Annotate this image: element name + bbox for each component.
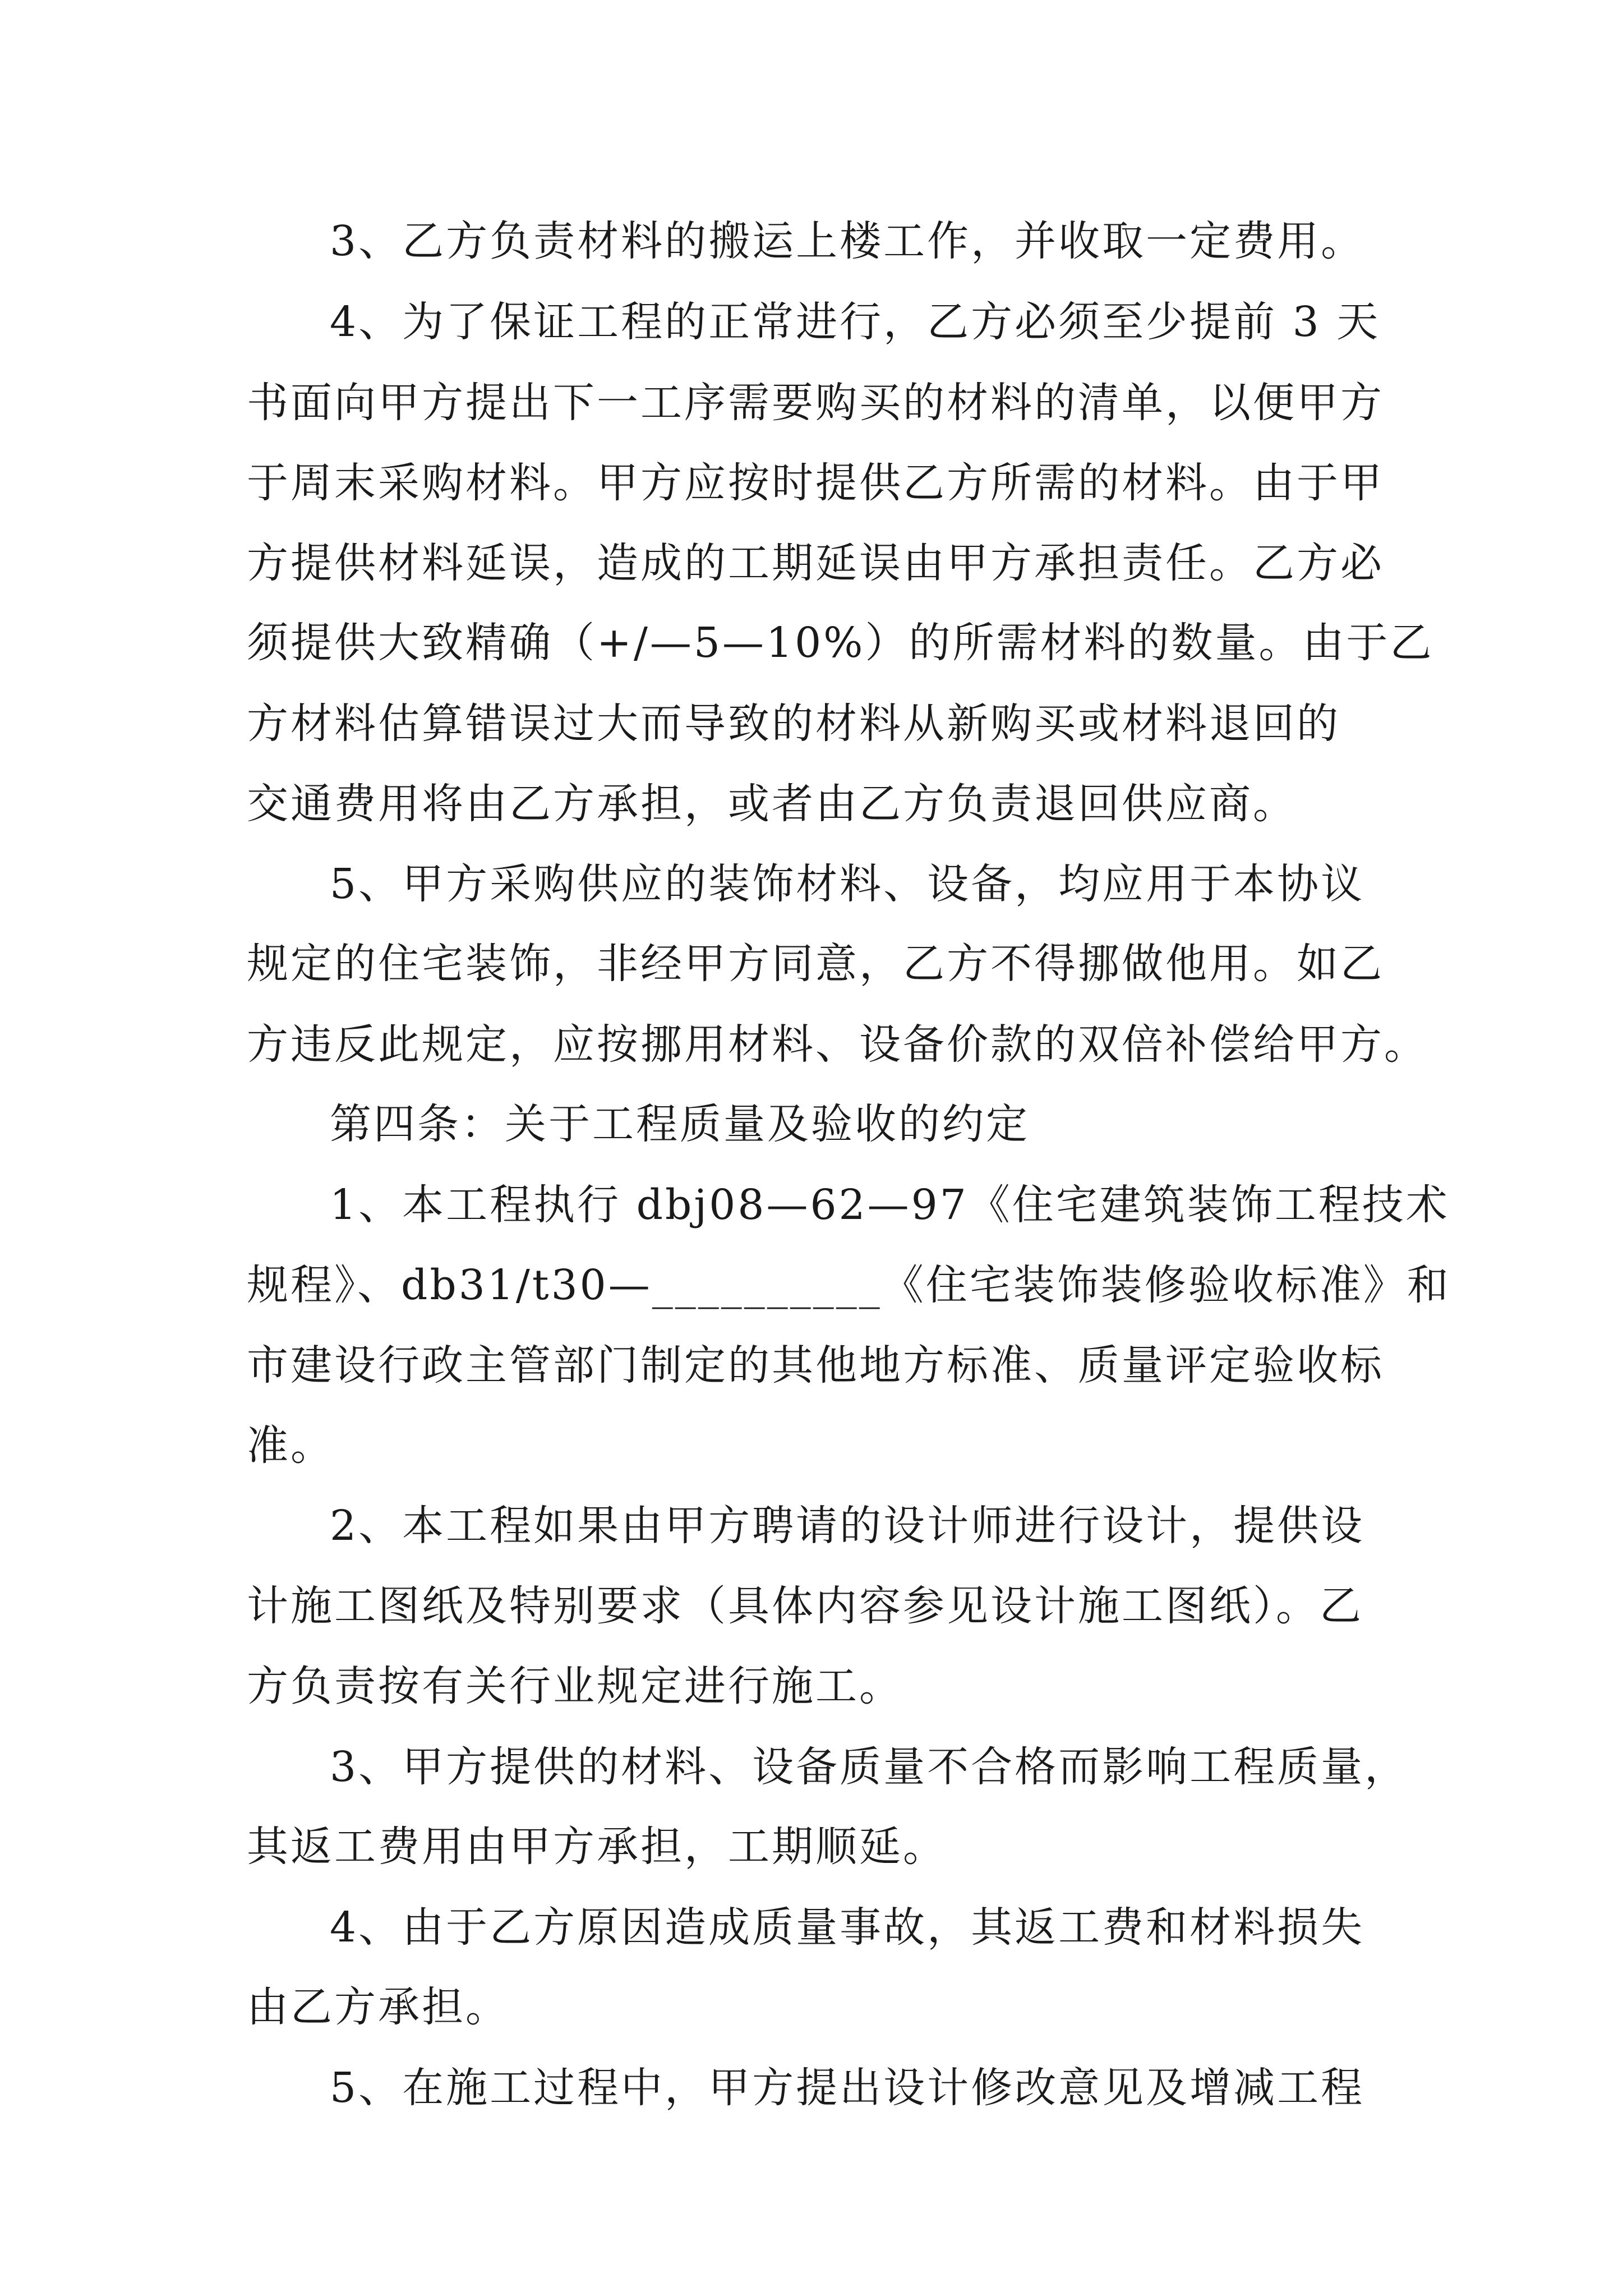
text-line: 5、在施工过程中，甲方提出设计修改意见及增减工程: [330, 2064, 1365, 2112]
text-line: 其返工费用由甲方承担，工期顺延。: [247, 1823, 947, 1871]
text-line: 计施工图纸及特别要求（具体内容参见设计施工图纸）。乙: [247, 1582, 1363, 1630]
text-line: 方负责按有关行业规定进行施工。: [247, 1662, 903, 1710]
text-line: 方材料估算错误过大而导致的材料从新购买或材料退回的: [247, 700, 1340, 748]
text-line: 4、由于乙方原因造成质量事故，其返工费和材料损失: [330, 1903, 1365, 1952]
text-line: 2、本工程如果由甲方聘请的设计师进行设计，提供设: [330, 1502, 1365, 1550]
text-line: 3、甲方提供的材料、设备质量不合格而影响工程质量，: [330, 1743, 1409, 1791]
text-line: 交通费用将由乙方承担，或者由乙方负责退回供应商。: [247, 780, 1297, 828]
text-line: 规程》、db31/t30—__________《住宅装饰装修验收标准》和: [247, 1261, 1451, 1309]
text-line: 市建设行政主管部门制定的其他地方标准、质量评定验收标: [247, 1341, 1384, 1389]
text-line: 书面向甲方提出下一工序需要购买的材料的清单，以便甲方: [247, 379, 1384, 427]
text-line: 3、乙方负责材料的搬运上楼工作，并收取一定费用。: [330, 217, 1365, 265]
text-line: 准。: [247, 1421, 334, 1470]
text-line: 规定的住宅装饰，非经甲方同意，乙方不得挪做他用。如乙: [247, 940, 1384, 988]
section-heading: 第四条：关于工程质量及验收的约定: [330, 1100, 1030, 1148]
text-line: 1、本工程执行 dbj08—62—97《住宅建筑装饰工程技术: [330, 1181, 1450, 1229]
text-line: 于周末采购材料。甲方应按时提供乙方所需的材料。由于甲: [247, 459, 1384, 507]
text-line: 由乙方承担。: [247, 1983, 509, 2031]
text-line: 5、甲方采购供应的装饰材料、设备，均应用于本协议: [330, 860, 1365, 908]
text-line: 4、为了保证工程的正常进行，乙方必须至少提前 3 天: [330, 298, 1381, 346]
text-line: 方提供材料延误，造成的工期延误由甲方承担责任。乙方必: [247, 539, 1384, 587]
text-line: 方违反此规定，应按挪用材料、设备价款的双倍补偿给甲方。: [247, 1020, 1428, 1069]
text-line: 须提供大致精确（+/—5—10%）的所需材料的数量。由于乙: [247, 619, 1434, 667]
